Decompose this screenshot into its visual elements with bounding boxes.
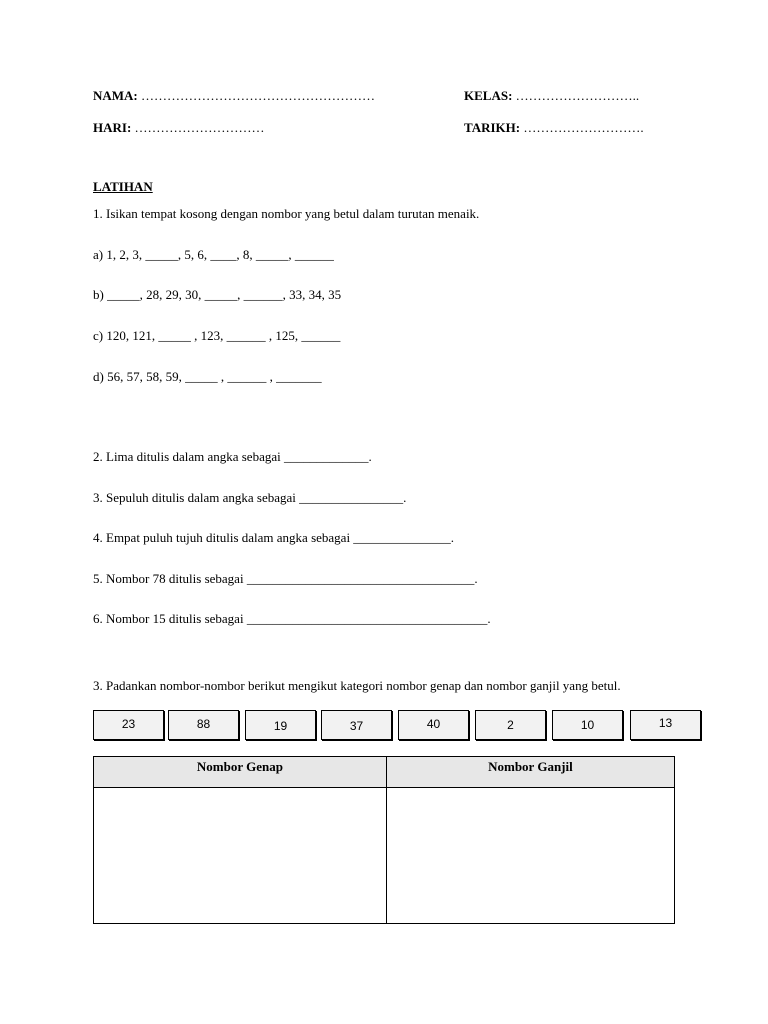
number-card[interactable]: 13: [630, 710, 701, 740]
day-blank[interactable]: …………………………: [134, 120, 265, 135]
question-4[interactable]: 4. Empat puluh tujuh ditulis dalam angka sebagai _______________.: [93, 530, 455, 545]
sorting-table: [93, 756, 675, 924]
question-2[interactable]: 2. Lima ditulis dalam angka sebagai _____________.: [93, 449, 372, 464]
question-5[interactable]: 5. Nombor 78 ditulis sebagai ___________________________________.: [93, 571, 478, 586]
number-card[interactable]: 2: [475, 710, 546, 740]
odd-column-header: Nombor Ganjil: [386, 757, 674, 788]
date-blank[interactable]: ……………………….: [523, 120, 644, 135]
day-label: HARI:: [93, 120, 132, 135]
q1-item-c[interactable]: c) 120, 121, _____ , 123, ______ , 125, ______: [93, 328, 341, 343]
date-field[interactable]: [464, 120, 644, 136]
number-card[interactable]: 37: [321, 710, 392, 740]
name-field[interactable]: [93, 88, 375, 104]
q1-item-a[interactable]: a) 1, 2, 3, _____, 5, 6, ____, 8, _____, ______: [93, 247, 334, 262]
section-title: LATIHAN: [93, 179, 153, 194]
number-card[interactable]: 19: [245, 710, 316, 740]
number-card[interactable]: 40: [398, 710, 469, 740]
q1-item-d[interactable]: d) 56, 57, 58, 59, _____ , ______ , _______: [93, 369, 322, 384]
name-label: NAMA:: [93, 88, 138, 103]
question-3[interactable]: 3. Sepuluh ditulis dalam angka sebagai ________________.: [93, 490, 407, 505]
date-label: TARIKH:: [464, 120, 521, 135]
class-blank[interactable]: ………………………..: [515, 88, 640, 103]
even-column-header: Nombor Genap: [94, 757, 387, 788]
class-label: KELAS:: [464, 88, 513, 103]
name-blank[interactable]: ………………………………………………: [141, 88, 376, 103]
number-card[interactable]: 88: [168, 710, 239, 740]
even-answer-cell[interactable]: [94, 788, 387, 924]
question-6[interactable]: 6. Nombor 15 ditulis sebagai _____________________________________.: [93, 611, 491, 626]
q1-instruction: 1. Isikan tempat kosong dengan nombor yang betul dalam turutan menaik.: [93, 206, 480, 221]
number-card[interactable]: 10: [552, 710, 623, 740]
class-field[interactable]: [464, 88, 639, 104]
number-card[interactable]: 23: [93, 710, 164, 740]
day-field[interactable]: [93, 120, 265, 136]
q3-instruction: 3. Padankan nombor-nombor berikut mengikut kategori nombor genap dan nombor ganjil yang betul.: [93, 678, 621, 693]
q1-item-b[interactable]: b) _____, 28, 29, 30, _____, ______, 33, 34, 35: [93, 287, 342, 302]
odd-answer-cell[interactable]: [386, 788, 674, 924]
